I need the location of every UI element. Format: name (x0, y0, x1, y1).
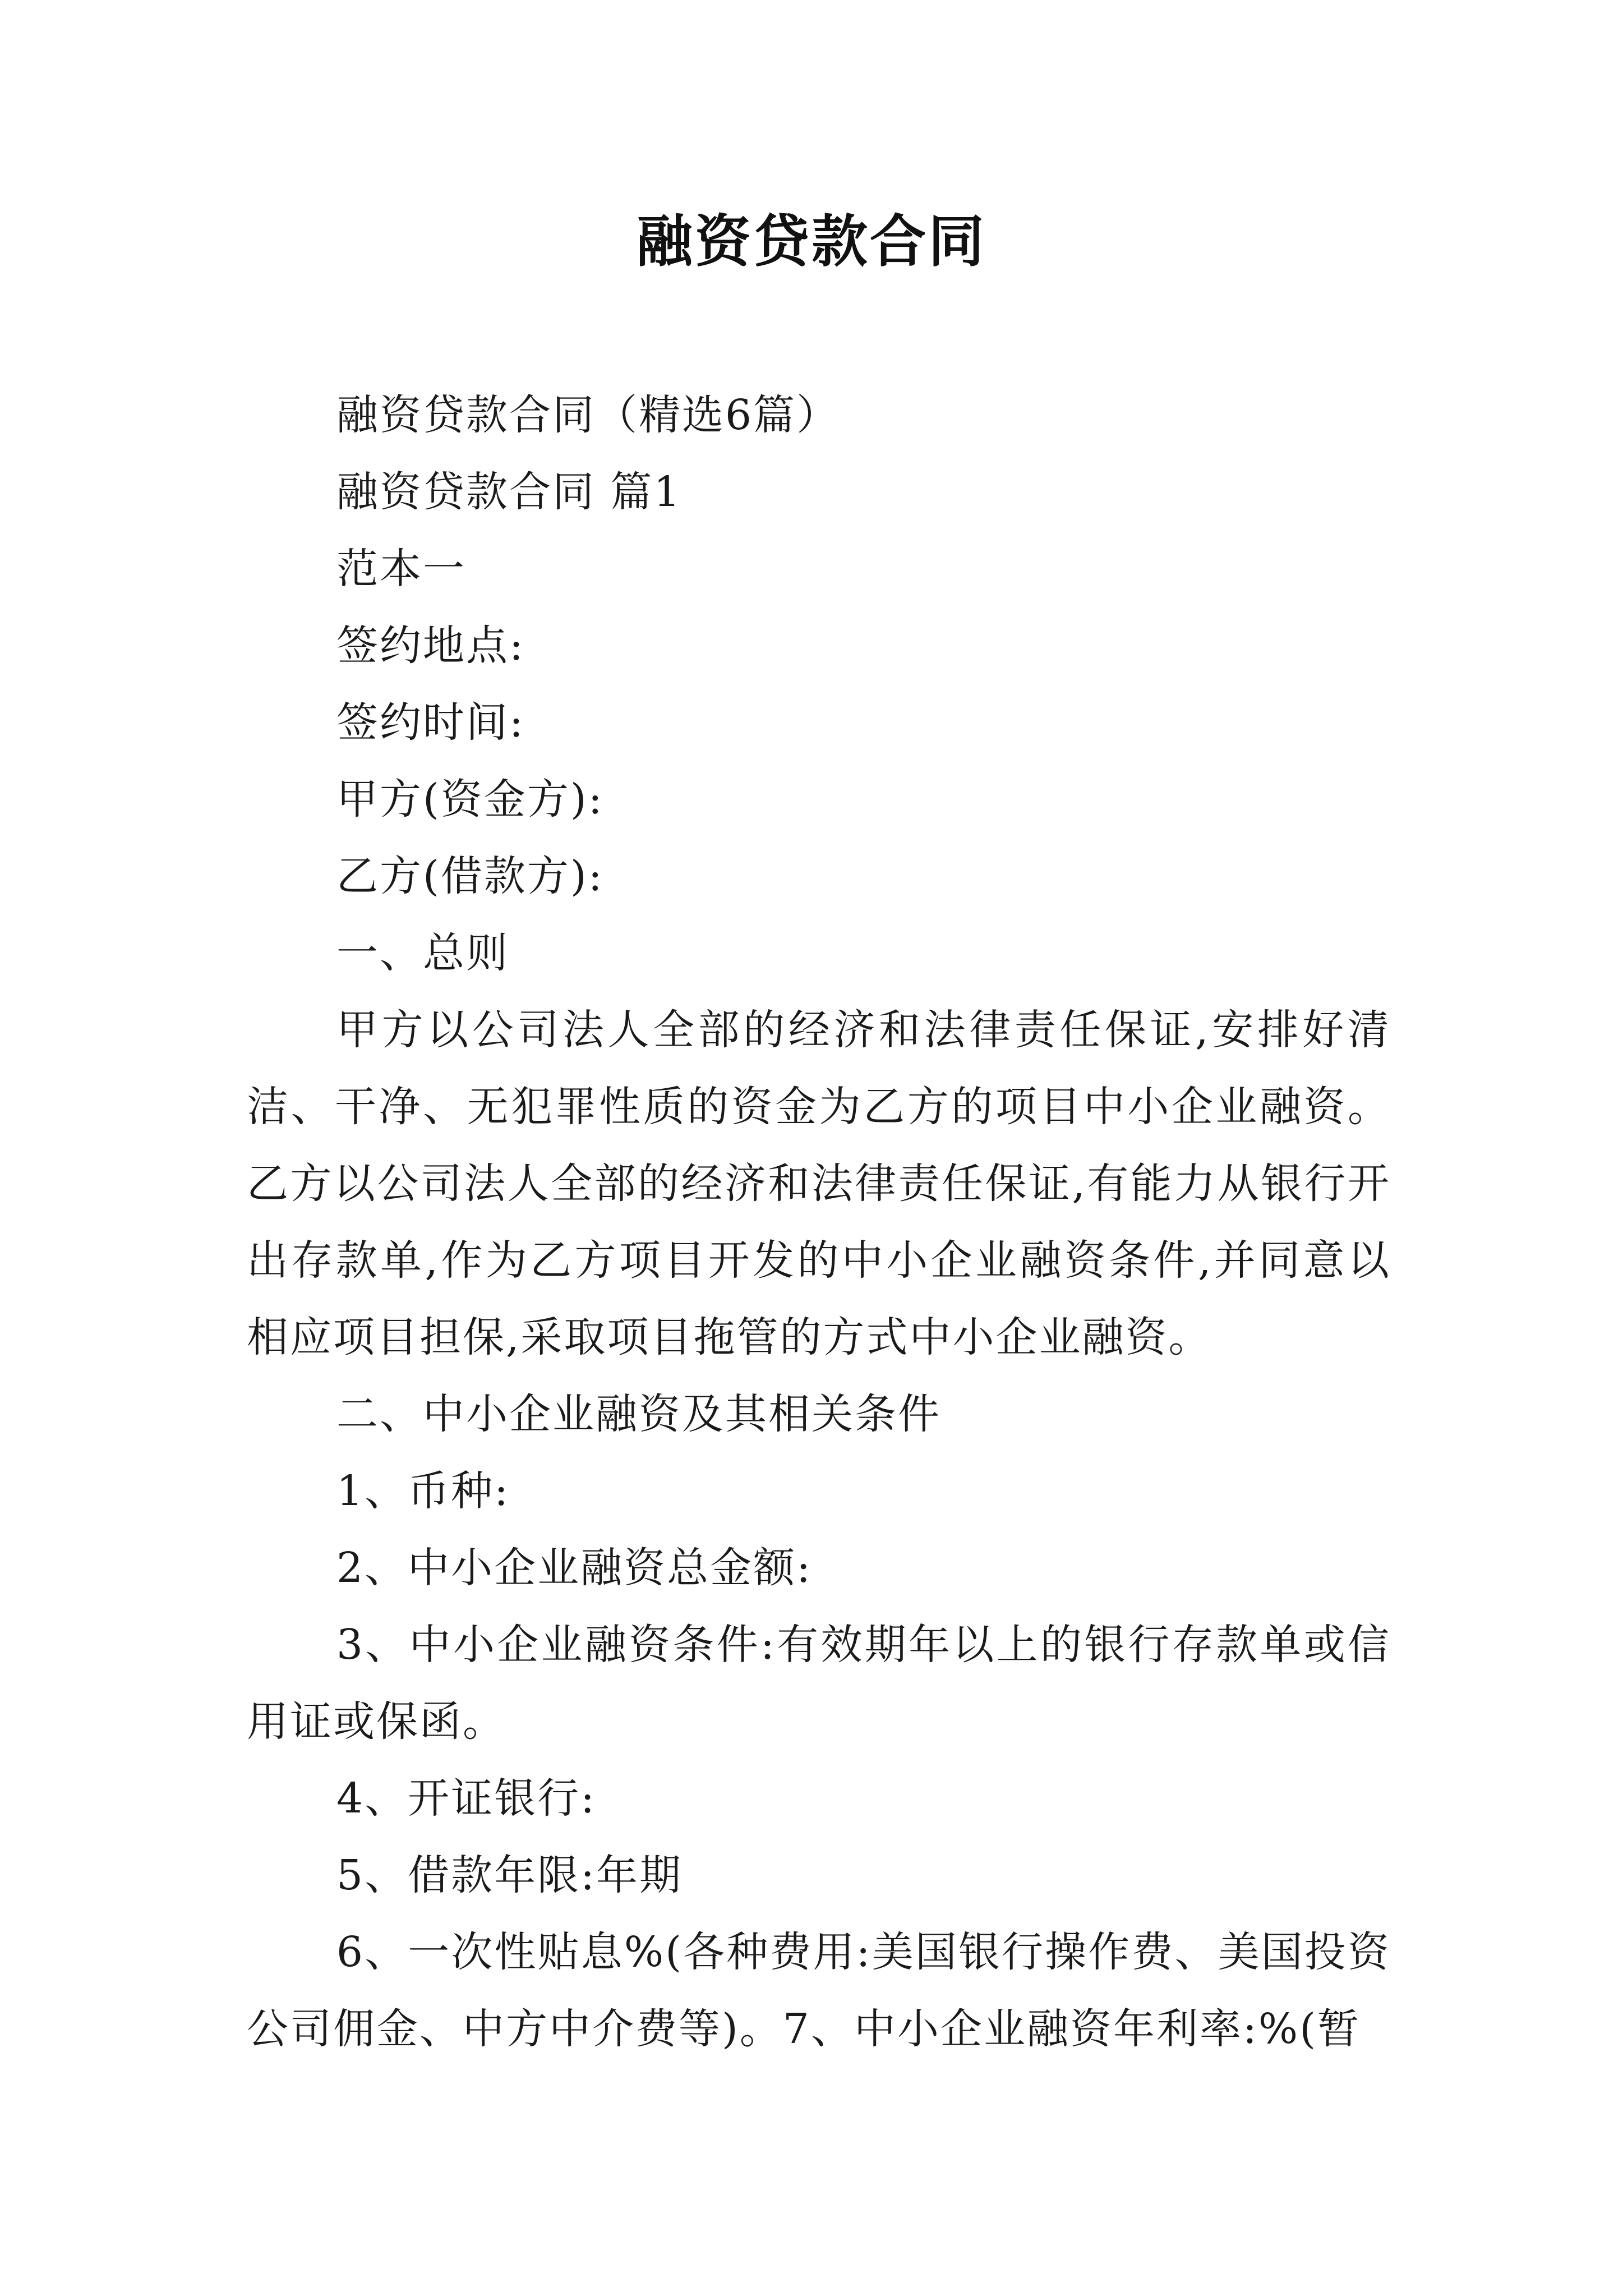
paragraph-section-general: 一、总则 (336, 929, 509, 977)
paragraph-item-5: 5、借款年限:年期 (336, 1851, 683, 1899)
paragraph-item-1: 1、币种: (336, 1467, 510, 1515)
paragraph-section-conditions: 二、中小企业融资及其相关条件 (336, 1390, 941, 1438)
paragraph-sign-time: 签约时间: (336, 698, 525, 747)
paragraph-party-a: 甲方(资金方): (336, 775, 604, 823)
paragraph-template-label: 范本一 (336, 545, 466, 593)
paragraph-item-6-7: 6、一次性贴息%(各种费用:美国银行操作费、美国投资公司佣金、中方中介费等)。7、中小企业融资年利率:%(暂 (247, 1928, 1391, 2053)
paragraph-party-b: 乙方(借款方): (336, 852, 604, 900)
paragraph-item-3: 3、中小企业融资条件:有效期年以上的银行存款单或信用证或保函。 (247, 1621, 1391, 1746)
document-title: 融资贷款合同 (637, 208, 986, 274)
document-body (247, 377, 1391, 2068)
paragraph-part-label: 融资贷款合同 篇1 (336, 468, 682, 516)
paragraph-item-2: 2、中小企业融资总金额: (336, 1544, 813, 1592)
paragraph-sign-place: 签约地点: (336, 622, 525, 670)
paragraph-heading: 融资贷款合同（精选6篇） (336, 391, 840, 439)
paragraph-item-4: 4、开证银行: (336, 1774, 597, 1823)
paragraph-general-text: 甲方以公司法人全部的经济和法律责任保证,安排好清洁、干净、无犯罪性质的资金为乙方的项目中小企业融资。乙方以公司法人全部的经济和法律责任保证,有能力从银行开出存款单,作为乙方项目开发的中小企业融资条件,并同意以相应项目担保,采取项目拖管的方式中小企业融资。 (247, 1006, 1391, 1361)
